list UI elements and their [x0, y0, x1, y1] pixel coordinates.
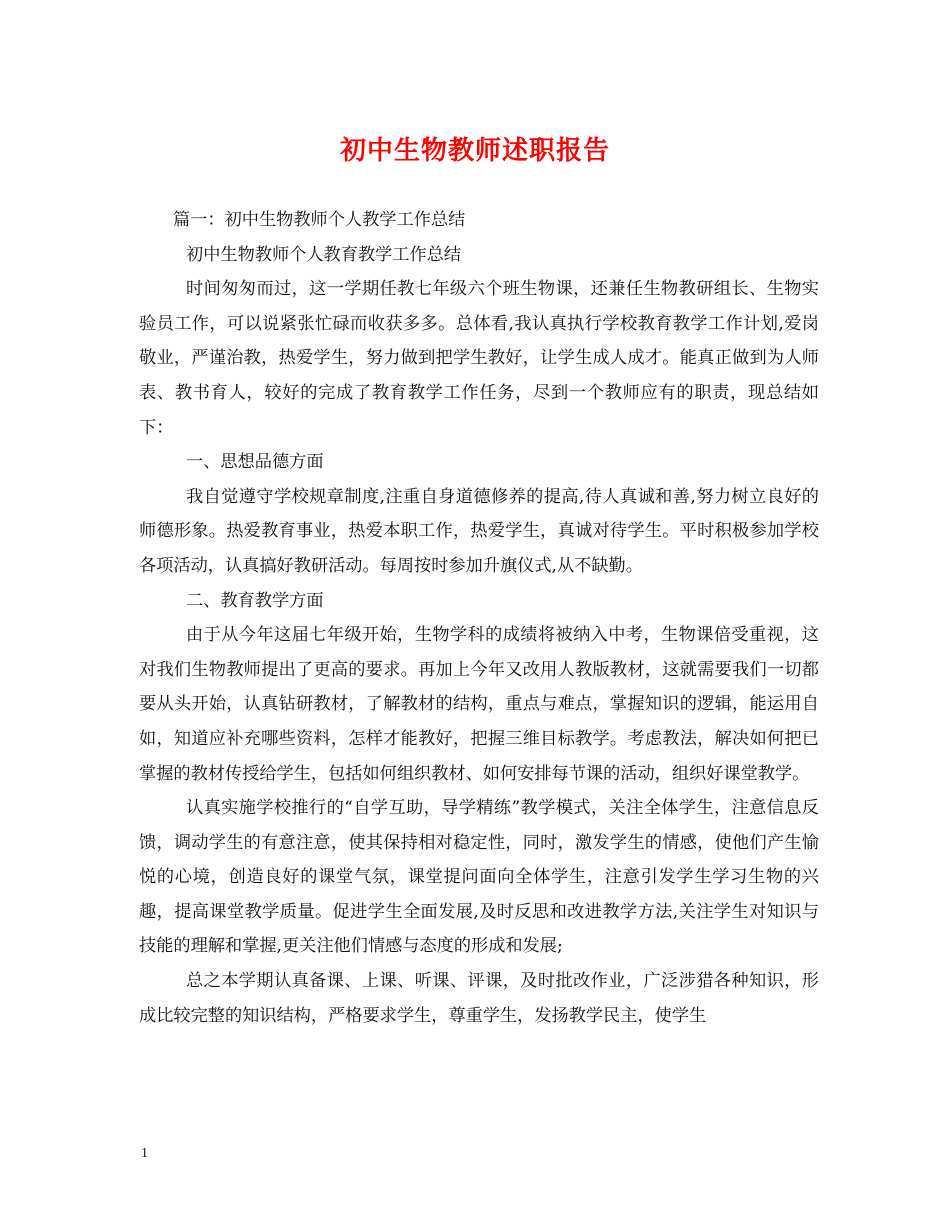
paragraph-teaching: 由于从今年这届七年级开始，生物学科的成绩将被纳入中考，生物课倍受重视，这对我们生物教师提出了更高的要求。再加上今年又改用人教版教材，这就需要我们一切都要从头开始，认真钻研教材，了解教材的结构，重点与难点，掌握知识的逻辑，能运用自如，知道应补充哪些资料，怎样才能教好，把握三维目标教学。考虑教法，解决如何把已掌握的教材传授给学生，包括如何组织教材、如何安排每节课的活动，组织好课堂教学。 — [139, 625, 819, 784]
section-heading-part-one: 篇一：初中生物教师个人教学工作总结 — [173, 210, 466, 230]
page-number: 1 — [141, 1146, 148, 1161]
document-title: 初中生物教师述职报告 — [339, 136, 610, 166]
document-body — [139, 203, 819, 1033]
paragraph-intro: 时间匆匆而过，这一学期任教七年级六个班生物课，还兼任生物教研组长、生物实验员工作，可以说紧张忙碌而收获多多。总体看,我认真执行学校教育教学工作计划,爱岗敬业，严谨治教，热爱学生，努力做到把学生教好，让学生成人成才。能真正做到为人师表、教书育人，较好的完成了教育教学工作任务，尽到一个教师应有的职责，现总结如下： — [139, 279, 819, 438]
paragraph-teaching-model: 认真实施学校推行的“自学互助，导学精练”教学模式，关注全体学生，注意信息反馈，调动学生的有意注意，使其保持相对稳定性，同时，激发学生的情感，使他们产生愉悦的心境，创造良好的课堂气氛，课堂提问面向全体学生，注意引发学生学习生物的兴趣，提高课堂教学质量。促进学生全面发展,及时反思和改进教学方法,关注学生对知识与技能的理解和掌握,更关注他们情感与态度的形成和发展; — [139, 798, 819, 957]
subtitle-heading: 初中生物教师个人教育教学工作总结 — [186, 244, 462, 265]
section-heading-teaching: 二、教育教学方面 — [186, 590, 324, 611]
section-heading-ideology: 一、思想品德方面 — [186, 452, 324, 473]
paragraph-summary: 总之本学期认真备课、上课、听课、评课，及时批改作业，广泛涉猎各种知识，形成比较完整的知识结构，严格要求学生，尊重学生，发扬教学民主，使学生 — [139, 971, 819, 1026]
paragraph-ideology: 我自觉遵守学校规章制度,注重自身道德修养的提高,待人真诚和善,努力树立良好的师德形象。热爱教育事业，热爱本职工作，热爱学生，真诚对待学生。平时积极参加学校各项活动，认真搞好教研活动。每周按时参加升旗仪式,从不缺勤。 — [139, 486, 819, 576]
